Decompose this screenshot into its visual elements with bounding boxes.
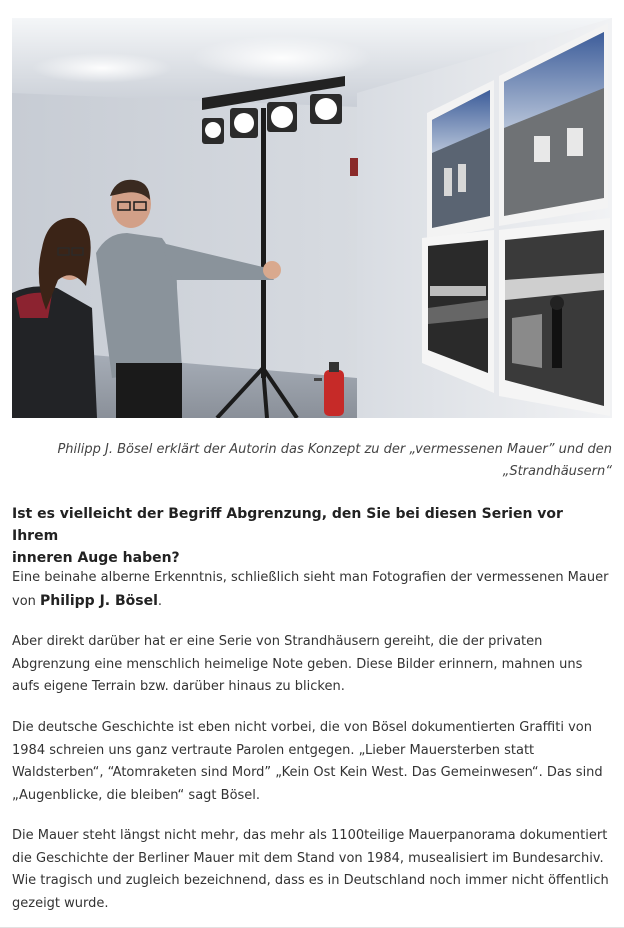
paragraph-line: Wie tragisch und zugleich bezeichnend, dass es in Deutschland noch immer nicht öffentlich [12, 873, 609, 888]
photographer-name: Philipp J. Bösel [40, 592, 158, 609]
answer-paragraph-3 [12, 717, 614, 807]
paragraph-line: gezeigt wurde. [12, 895, 109, 911]
paragraph-line: Aber direkt darüber hat er eine Serie von Strandhäusern gereiht, die der privaten [12, 634, 543, 649]
paragraph-line: die Geschichte der Berliner Mauer mit dem Stand von 1984, musealisiert im Bundesarchiv. [12, 850, 604, 866]
answer-paragraph-4 [12, 825, 614, 915]
paragraph-line: Waldsterben“, “Atomraketen sind Mord” „Kein Ost Kein West. Das Gemeinwesen“. Das sind [12, 765, 603, 780]
paragraph-line: Die deutsche Geschichte ist eben nicht vorbei, die von Bösel dokumentierten Graffiti von [12, 720, 592, 735]
caption-line: „Strandhäusern“ [502, 464, 612, 479]
paragraph-line: „Augenblicke, die bleiben“ sagt Bösel. [12, 787, 261, 803]
question-line: inneren Auge haben? [12, 550, 180, 566]
caption-line: Philipp J. Bösel erklärt der Autorin das Konzept zu der „vermessenen Mauer” und den [57, 442, 612, 457]
interview-question [12, 503, 610, 569]
paragraph-line: Abgrenzung eine menschlich heimelige Note geben. Diese Bilder erinnern, mahnen uns [12, 656, 583, 672]
wall-photo-bottom-right [499, 218, 610, 416]
exhibition-photo[interactable] [12, 18, 612, 418]
paragraph-line: Eine beinahe alberne Erkenntnis, schließlich sieht man Fotografien der vermessenen Mauer [12, 570, 609, 585]
answer-paragraph-2 [12, 631, 614, 699]
photo-caption [40, 439, 612, 483]
paragraph-line: Die Mauer steht längst nicht mehr, das mehr als 1100teilige Mauerpanorama dokumentiert [12, 828, 608, 843]
question-line: Ist es vielleicht der Begriff Abgrenzung, den Sie bei diesen Serien vor Ihrem [12, 506, 563, 544]
paragraph-line: 1984 schreien uns ganz vertraute Parolen entgegen. „Lieber Mauersterben statt [12, 742, 535, 758]
paragraph-text: von [12, 593, 41, 609]
exhibition-photo-graphic [12, 18, 612, 418]
answer-paragraph-1 [12, 567, 614, 613]
paragraph-line: aufs eigene Terrain bzw. darüber hinaus zu blicken. [12, 679, 345, 694]
paragraph-line [12, 590, 614, 614]
paragraph-text: . [157, 593, 163, 609]
